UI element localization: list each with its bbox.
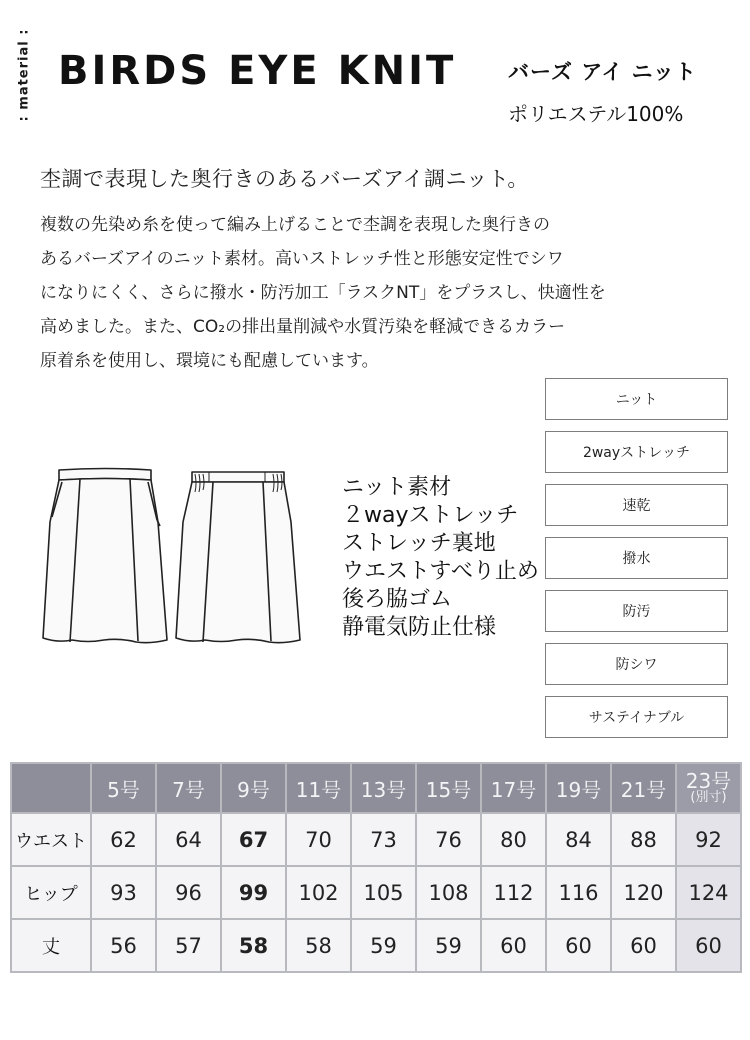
material-side-label — [4, 20, 44, 130]
table-cell: 58 — [286, 919, 351, 972]
tag-water-repellent: 撥水 — [545, 537, 728, 579]
table-row-waist — [11, 813, 741, 866]
headline: 杢調で表現した奥行きのあるバーズアイ調ニット。 — [40, 167, 529, 191]
feature-item: ストレッチ裏地 — [342, 531, 496, 556]
table-row-length — [11, 919, 741, 972]
feature-item: ２wayストレッチ — [342, 503, 519, 528]
tag-stain-resistant: 防汚 — [545, 590, 728, 632]
table-cell: 96 — [156, 866, 221, 919]
material-side-label-text: : material : — [16, 28, 32, 122]
row-label: ヒップ — [11, 866, 91, 919]
size-header-special-note: (別寸) — [690, 789, 727, 805]
table-cell: 62 — [91, 813, 156, 866]
size-table — [10, 762, 742, 973]
description — [40, 208, 680, 378]
size-header-special — [676, 763, 741, 813]
table-cell: 58 — [221, 919, 286, 972]
table-cell: 108 — [416, 866, 481, 919]
feature-item: 後ろ脇ゴム — [342, 587, 453, 612]
size-header: 15号 — [416, 763, 481, 813]
table-cell: 99 — [221, 866, 286, 919]
table-cell: 67 — [221, 813, 286, 866]
table-cell: 73 — [351, 813, 416, 866]
description-line: あるバーズアイのニット素材。高いストレッチ性と形態安定性でシワ — [40, 249, 564, 269]
tag-quick-dry: 速乾 — [545, 484, 728, 526]
table-cell: 84 — [546, 813, 611, 866]
tag-sustainable: サステイナブル — [545, 696, 728, 738]
feature-list — [342, 474, 539, 642]
table-cell: 60 — [611, 919, 676, 972]
table-cell: 60 — [481, 919, 546, 972]
table-cell: 57 — [156, 919, 221, 972]
feature-item: 静電気防止仕様 — [342, 615, 497, 640]
description-line: 複数の先染め糸を使って編み上げることで杢調を表現した奥行きの — [40, 215, 550, 235]
table-cell: 92 — [676, 813, 741, 866]
table-cell: 64 — [156, 813, 221, 866]
size-header: 13号 — [351, 763, 416, 813]
description-line: になりにくく、さらに撥水・防汚加工「ラスクNT」をプラスし、快適性を — [40, 283, 606, 303]
table-cell: 112 — [481, 866, 546, 919]
feature-item: ウエストすべり止め — [342, 559, 539, 584]
table-cell: 60 — [676, 919, 741, 972]
size-header: 17号 — [481, 763, 546, 813]
size-header: 7号 — [156, 763, 221, 813]
table-cell: 59 — [351, 919, 416, 972]
header-blank — [11, 763, 91, 813]
table-cell: 59 — [416, 919, 481, 972]
table-cell: 116 — [546, 866, 611, 919]
feature-tags — [545, 378, 728, 749]
size-header: 21号 — [611, 763, 676, 813]
table-cell: 102 — [286, 866, 351, 919]
row-label: ウエスト — [11, 813, 91, 866]
table-row-hip — [11, 866, 741, 919]
table-cell: 70 — [286, 813, 351, 866]
tag-knit: ニット — [545, 378, 728, 420]
table-cell: 80 — [481, 813, 546, 866]
size-header: 11号 — [286, 763, 351, 813]
fabric-title-ja: バーズ アイ ニット — [508, 60, 697, 84]
size-header: 19号 — [546, 763, 611, 813]
tag-2way-stretch: 2wayストレッチ — [545, 431, 728, 473]
fabric-title-en: BIRDS EYE KNIT — [58, 48, 457, 94]
description-line: 高めました。また、CO₂の排出量削減や水質汚染を軽減できるカラー — [40, 317, 566, 337]
tag-wrinkle-resistant: 防シワ — [545, 643, 728, 685]
table-cell: 120 — [611, 866, 676, 919]
table-cell: 60 — [546, 919, 611, 972]
size-header-row — [11, 763, 741, 813]
table-cell: 76 — [416, 813, 481, 866]
table-cell: 56 — [91, 919, 156, 972]
fabric-composition: ポリエステル100% — [508, 102, 684, 126]
size-header: 5号 — [91, 763, 156, 813]
table-cell: 124 — [676, 866, 741, 919]
table-cell: 105 — [351, 866, 416, 919]
size-header-special-label: 23号 — [685, 768, 732, 793]
table-cell: 93 — [91, 866, 156, 919]
size-header: 9号 — [221, 763, 286, 813]
feature-item: ニット素材 — [342, 475, 452, 500]
skirt-back-icon — [173, 462, 303, 651]
skirt-front-icon — [40, 462, 170, 651]
table-cell: 88 — [611, 813, 676, 866]
description-line: 原着糸を使用し、環境にも配慮しています。 — [40, 351, 379, 371]
row-label: 丈 — [11, 919, 91, 972]
